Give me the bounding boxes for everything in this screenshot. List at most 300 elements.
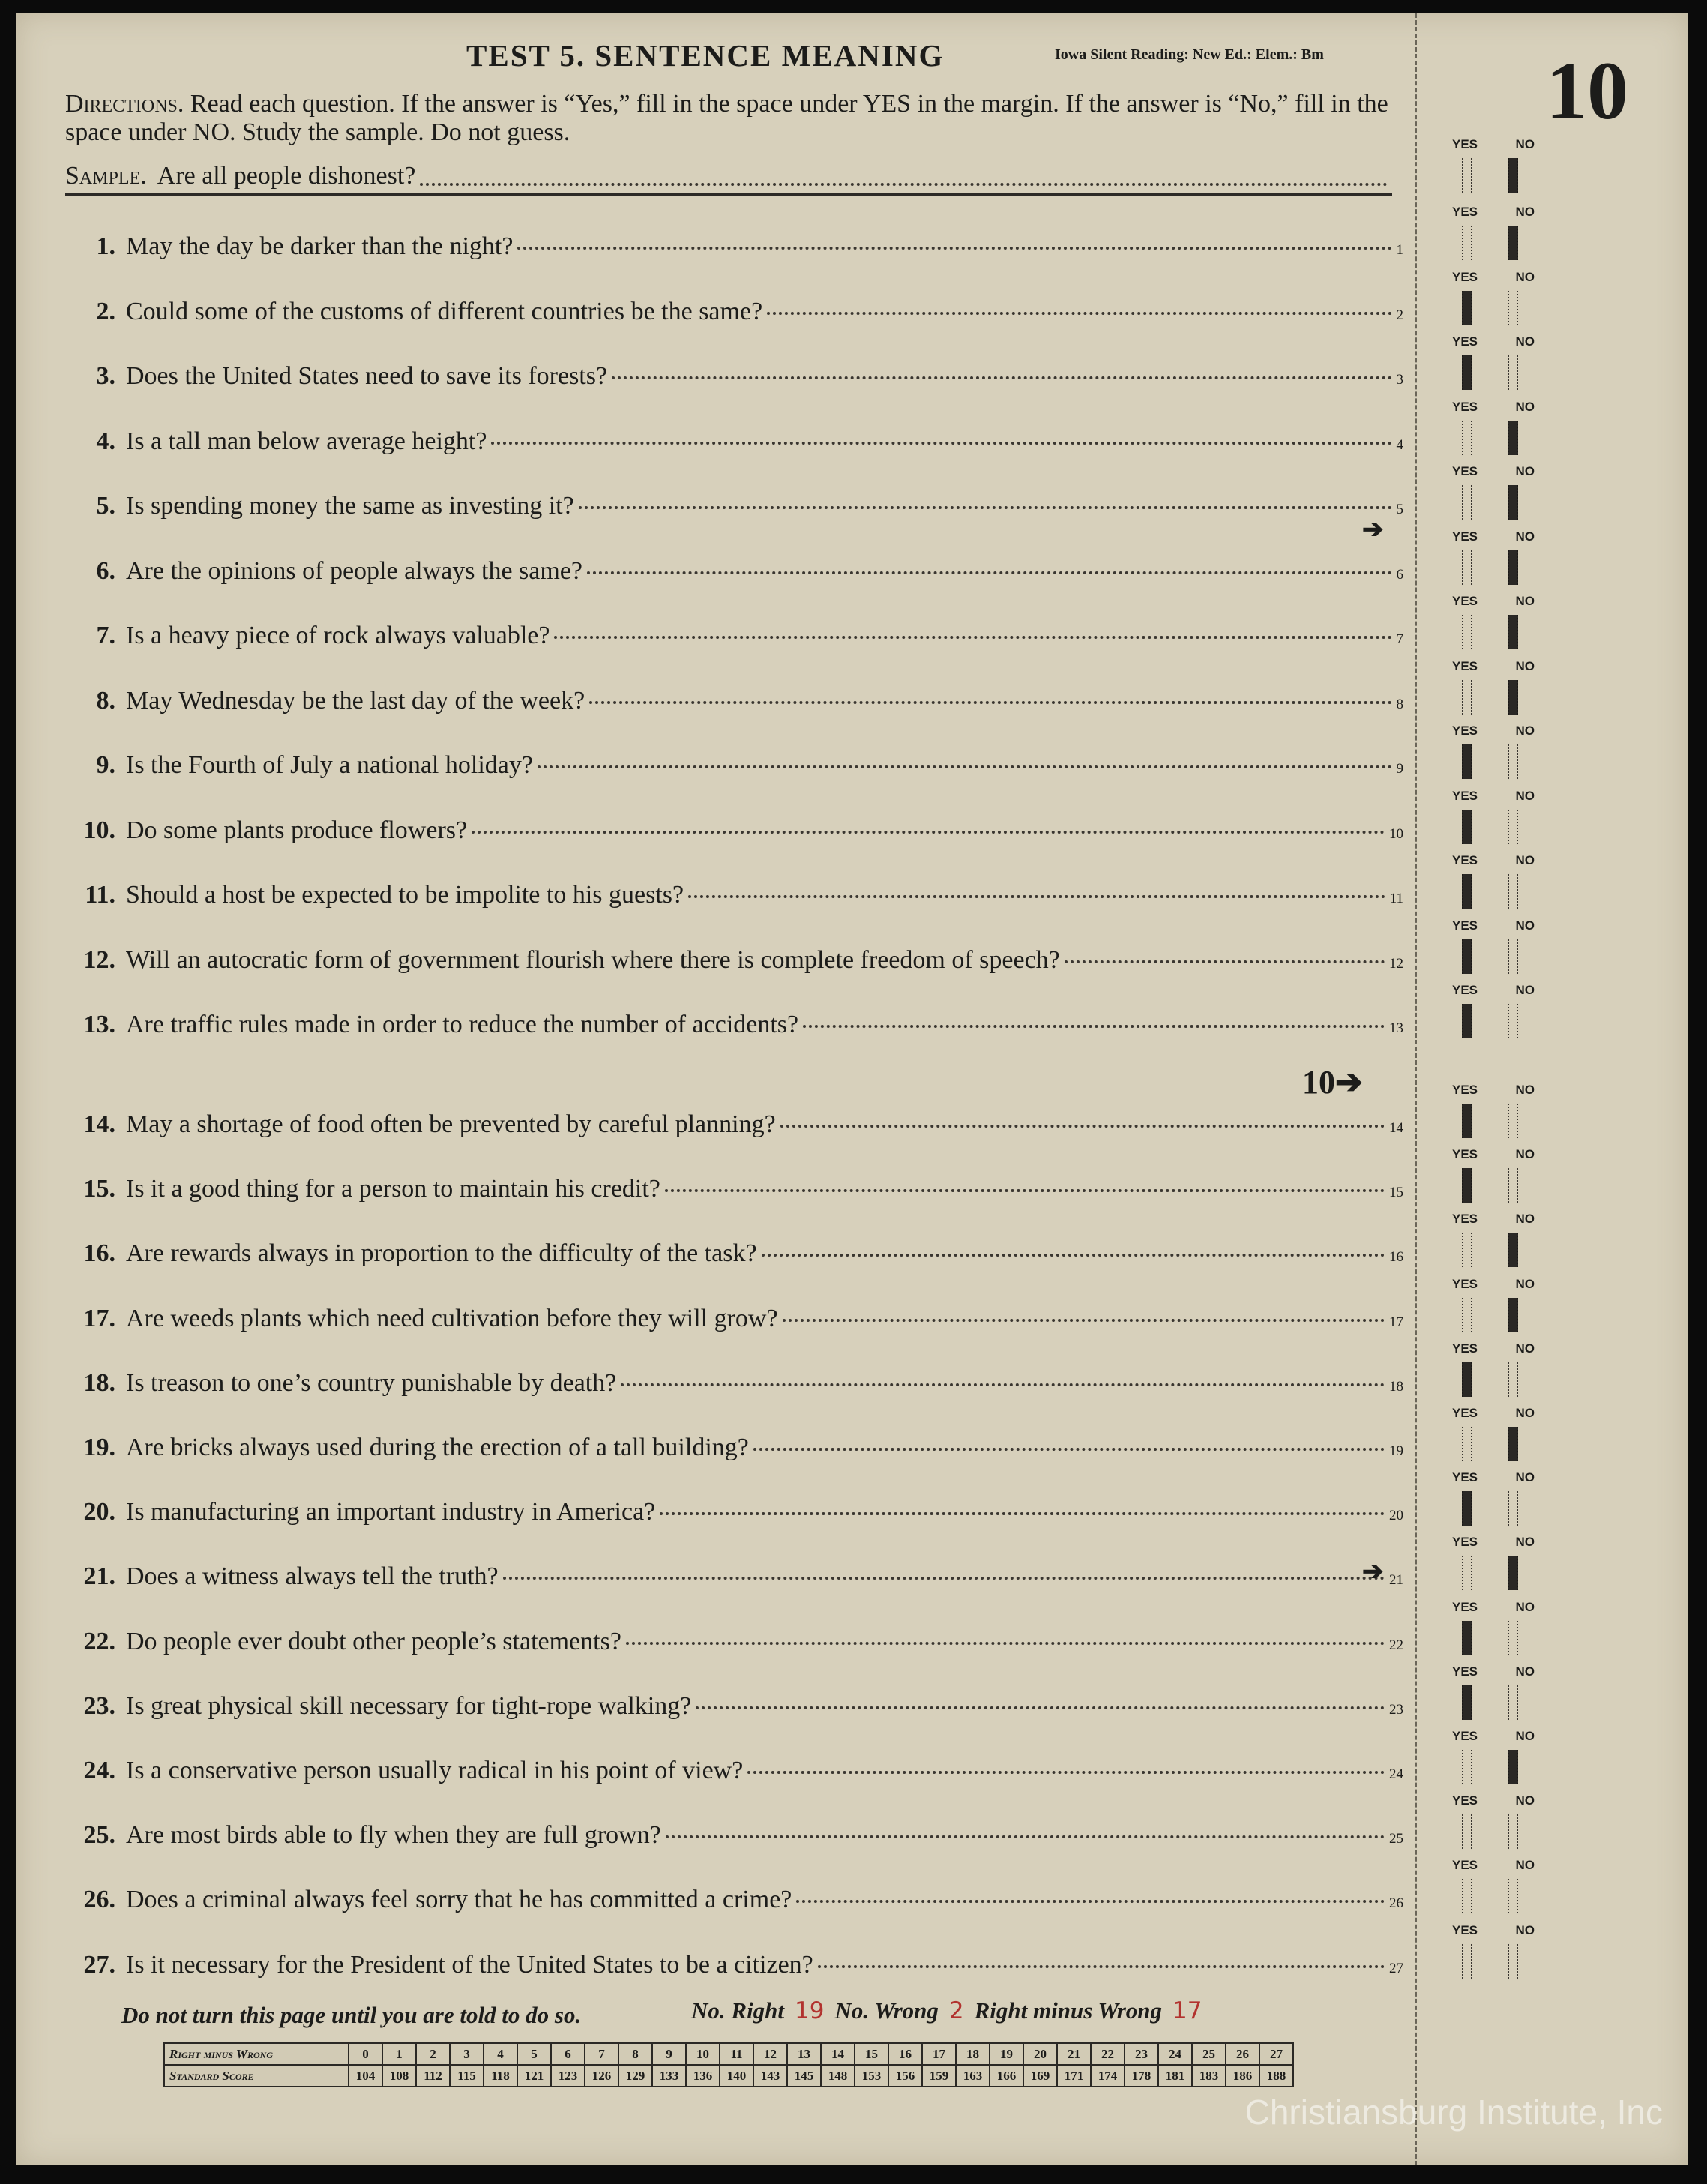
no-bubble[interactable]	[1508, 680, 1518, 715]
no-header: NO	[1515, 399, 1535, 414]
no-header: NO	[1515, 594, 1535, 608]
yes-header: YES	[1452, 399, 1478, 414]
question-text: May the day be darker than the night?	[126, 232, 514, 260]
leader-dots	[554, 636, 1391, 639]
no-bubble[interactable]	[1508, 744, 1518, 779]
norms-cell-rmw: 7	[585, 2043, 618, 2065]
answer-bubbles	[1452, 1550, 1535, 1592]
question-row	[61, 362, 1403, 400]
answer-box	[1452, 1277, 1535, 1338]
answer-headers	[1452, 853, 1535, 868]
leader-dots	[747, 1771, 1385, 1774]
question-number: 24.	[83, 1757, 115, 1784]
question-text: Is the Fourth of July a national holiday?	[126, 751, 533, 779]
yes-header: YES	[1452, 1535, 1478, 1550]
row-number: 20	[1389, 1508, 1403, 1524]
answer-box	[1452, 594, 1535, 655]
yes-bubble[interactable]	[1462, 1750, 1472, 1784]
yes-bubble[interactable]	[1462, 1556, 1472, 1590]
question-text: Do some plants produce flowers?	[126, 816, 468, 844]
no-header: NO	[1515, 1793, 1535, 1808]
yes-header: YES	[1452, 594, 1478, 608]
row-number: 26	[1389, 1895, 1403, 1912]
norms-cell-rmw: 10	[686, 2043, 720, 2065]
question-number: 21.	[83, 1562, 115, 1591]
yes-header: YES	[1452, 1406, 1478, 1420]
leader-dots	[665, 1189, 1385, 1192]
page-marker	[1302, 1063, 1363, 1101]
answer-bubbles	[1452, 1808, 1535, 1850]
no-header: NO	[1515, 1276, 1535, 1291]
question-row	[61, 557, 1403, 595]
row-number: 11	[1389, 891, 1403, 906]
yes-header: YES	[1452, 658, 1478, 673]
question-row	[61, 1239, 1403, 1277]
answer-headers	[1452, 137, 1535, 152]
no-bubble[interactable]	[1508, 1362, 1518, 1397]
yes-header: YES	[1452, 1793, 1478, 1808]
norms-cell-rmw: 12	[753, 2043, 787, 2065]
yes-header: YES	[1452, 1083, 1478, 1097]
answer-headers	[1452, 1729, 1535, 1744]
yes-bubble[interactable]	[1462, 1168, 1472, 1203]
leader-dots	[753, 1448, 1385, 1451]
answer-box	[1452, 853, 1535, 915]
norms-table	[163, 2042, 1294, 2087]
yes-header: YES	[1452, 1599, 1478, 1614]
no-bubble[interactable]	[1508, 1556, 1518, 1590]
no-header: NO	[1515, 853, 1535, 867]
norms-cell-standard: 153	[855, 2065, 888, 2087]
norms-cell-standard: 133	[652, 2065, 686, 2087]
test-page	[16, 13, 1688, 2165]
answer-headers	[1452, 724, 1535, 738]
norms-cell-standard: 140	[720, 2065, 753, 2087]
answer-box	[1452, 400, 1535, 461]
leader-dots	[491, 442, 1391, 445]
no-header: NO	[1515, 658, 1535, 673]
norms-cell-rmw: 22	[1091, 2043, 1125, 2065]
row-number: 17	[1389, 1314, 1403, 1330]
directions-text: Read each question. If the answer is “Yes,” fill in the space under YES in the margin. If the answer is “No,” fill in the space under NO. Study the sample. Do not guess.	[65, 90, 1388, 146]
no-bubble[interactable]	[1508, 421, 1518, 455]
yes-bubble[interactable]	[1462, 1362, 1472, 1397]
row-number: 2	[1396, 307, 1403, 323]
question-row	[61, 492, 1403, 529]
no-header: NO	[1515, 1147, 1535, 1162]
yes-bubble[interactable]	[1462, 1233, 1472, 1267]
question-number: 13.	[83, 1011, 115, 1038]
norms-cell-standard: 171	[1057, 2065, 1091, 2087]
yes-bubble[interactable]	[1462, 1944, 1472, 1979]
answer-bubbles	[1452, 1356, 1535, 1398]
leader-dots	[762, 1254, 1385, 1257]
answer-headers	[1452, 1793, 1535, 1808]
question-number: 15.	[83, 1175, 115, 1203]
row-number: 16	[1389, 1249, 1403, 1266]
yes-bubble[interactable]	[1462, 1427, 1472, 1461]
no-bubble[interactable]	[1508, 158, 1518, 193]
norms-cell-standard: 115	[450, 2065, 484, 2087]
answer-box	[1452, 464, 1535, 526]
norms-cell-rmw: 1	[382, 2043, 416, 2065]
no-header: NO	[1515, 334, 1535, 349]
answer-headers	[1452, 205, 1535, 220]
question-row	[61, 1011, 1403, 1048]
answer-bubbles	[1452, 220, 1535, 262]
yes-bubble[interactable]	[1462, 485, 1472, 520]
answer-box	[1452, 205, 1535, 266]
leader-dots	[767, 312, 1391, 315]
row-number: 18	[1389, 1378, 1403, 1395]
leader-dots	[589, 701, 1391, 704]
answer-box	[1452, 789, 1535, 850]
footer-instruction: Do not turn this page until you are told to do so.	[121, 2002, 582, 2028]
norms-cell-standard: 174	[1091, 2065, 1125, 2087]
arrow-icon: ➔	[1362, 1558, 1384, 1586]
question-number: 25.	[83, 1821, 115, 1850]
norms-cell-rmw: 11	[720, 2043, 753, 2065]
no-bubble[interactable]	[1508, 1621, 1518, 1655]
yes-header: YES	[1452, 1858, 1478, 1873]
no-header: NO	[1515, 1083, 1535, 1097]
yes-bubble[interactable]	[1462, 1491, 1472, 1526]
norms-cell-rmw: 23	[1125, 2043, 1158, 2065]
norms-cell-standard: 126	[585, 2065, 618, 2087]
question-text: Could some of the customs of different countries be the same?	[126, 297, 763, 325]
norms-cell-rmw: 26	[1226, 2043, 1259, 2065]
leader-dots	[472, 831, 1385, 834]
no-bubble[interactable]	[1508, 355, 1518, 390]
question-text: Are traffic rules made in order to reduce the number of accidents?	[126, 1011, 799, 1038]
answer-bubbles	[1452, 1938, 1535, 1980]
yes-bubble[interactable]	[1462, 291, 1472, 325]
yes-bubble[interactable]	[1462, 1685, 1472, 1720]
no-bubble[interactable]	[1508, 1685, 1518, 1720]
answer-bubbles	[1452, 1679, 1535, 1721]
question-text: May Wednesday be the last day of the week?	[126, 686, 585, 715]
answer-bubbles	[1452, 998, 1535, 1040]
question-row	[61, 1692, 1403, 1730]
yes-header: YES	[1452, 918, 1478, 933]
row-number: 23	[1389, 1701, 1403, 1718]
norms-cell-rmw: 2	[416, 2043, 450, 2065]
answer-box	[1452, 1858, 1535, 1919]
question-row	[61, 232, 1403, 270]
answer-bubbles	[1452, 1873, 1535, 1915]
question-number: 1.	[96, 232, 115, 260]
norms-cell-rmw: 27	[1259, 2043, 1293, 2065]
question-row	[61, 1498, 1403, 1535]
yes-bubble[interactable]	[1462, 550, 1472, 585]
yes-bubble[interactable]	[1462, 615, 1472, 649]
leader-dots	[621, 1383, 1385, 1386]
norms-cell-rmw: 21	[1057, 2043, 1091, 2065]
yes-bubble[interactable]	[1462, 680, 1472, 715]
question-number: 7.	[96, 622, 115, 649]
norms-cell-rmw: 17	[922, 2043, 956, 2065]
row-number: 12	[1389, 955, 1403, 972]
norms-cell-standard: 166	[990, 2065, 1023, 2087]
norms-cell-standard: 129	[618, 2065, 652, 2087]
yes-bubble[interactable]	[1462, 158, 1472, 193]
row-number: 4	[1396, 436, 1403, 453]
answer-bubbles	[1452, 1162, 1535, 1204]
answer-headers	[1452, 594, 1535, 609]
no-bubble[interactable]	[1508, 1814, 1518, 1849]
norms-cell-rmw: 19	[990, 2043, 1023, 2065]
yes-bubble[interactable]	[1462, 810, 1472, 844]
yes-header: YES	[1452, 334, 1478, 349]
answer-headers	[1452, 1923, 1535, 1938]
no-bubble[interactable]	[1508, 291, 1518, 325]
answer-headers	[1452, 1212, 1535, 1227]
question-text: Are the opinions of people always the same?	[126, 556, 582, 585]
no-right-value: 19	[795, 1997, 825, 2024]
yes-header: YES	[1452, 1147, 1478, 1162]
no-header: NO	[1515, 1664, 1535, 1679]
question-row	[61, 1757, 1403, 1794]
yes-bubble[interactable]	[1462, 421, 1472, 455]
no-header: NO	[1515, 1922, 1535, 1937]
norms-cell-rmw: 3	[450, 2043, 484, 2065]
question-row	[61, 622, 1403, 659]
row-number: 25	[1389, 1831, 1403, 1847]
question-number: 10.	[83, 816, 115, 844]
answer-box	[1452, 1923, 1535, 1985]
yes-bubble[interactable]	[1462, 1298, 1472, 1332]
answer-headers	[1452, 659, 1535, 674]
yes-header: YES	[1452, 1212, 1478, 1227]
question-text: Does a witness always tell the truth?	[126, 1562, 499, 1591]
norms-row-rmw	[164, 2043, 1293, 2065]
answer-headers	[1452, 1535, 1535, 1550]
question-number: 4.	[96, 427, 115, 455]
no-bubble[interactable]	[1508, 810, 1518, 844]
no-right-label: No. Right	[691, 1997, 785, 2024]
row-number: 7	[1396, 631, 1403, 647]
sample-question	[65, 162, 1392, 196]
question-row	[61, 1110, 1403, 1148]
question-row	[61, 946, 1403, 984]
answer-bubbles	[1452, 479, 1535, 521]
answer-box	[1452, 529, 1535, 591]
yes-bubble[interactable]	[1462, 939, 1472, 974]
answer-box	[1452, 918, 1535, 980]
answer-box	[1452, 659, 1535, 721]
answer-bubbles	[1452, 349, 1535, 391]
no-bubble[interactable]	[1508, 1104, 1518, 1138]
yes-bubble[interactable]	[1462, 744, 1472, 779]
question-text: Is spending money the same as investing it?	[126, 492, 574, 520]
norms-cell-rmw: 24	[1158, 2043, 1192, 2065]
no-bubble[interactable]	[1508, 1944, 1518, 1979]
answer-box	[1452, 1470, 1535, 1532]
row-number: 1	[1396, 242, 1403, 258]
no-bubble[interactable]	[1508, 939, 1518, 974]
answer-bubbles	[1452, 1227, 1535, 1269]
no-bubble[interactable]	[1508, 1750, 1518, 1784]
norms-cell-standard: 183	[1192, 2065, 1226, 2087]
rmw-value: 17	[1172, 1997, 1202, 2024]
yes-bubble[interactable]	[1462, 1104, 1472, 1138]
question-text: Does the United States need to save its forests?	[126, 362, 608, 390]
question-row	[61, 1821, 1403, 1859]
margin-divider	[1415, 13, 1417, 2165]
answer-bubbles	[1452, 1421, 1535, 1463]
no-bubble[interactable]	[1508, 615, 1518, 649]
norms-cell-standard: 163	[956, 2065, 990, 2087]
norms-cell-standard: 145	[787, 2065, 821, 2087]
answer-box	[1452, 270, 1535, 331]
norms-cell-rmw: 0	[349, 2043, 382, 2065]
question-text: Will an autocratic form of government flourish where there is complete freedom of speech?	[126, 945, 1060, 974]
answer-bubbles	[1452, 285, 1535, 327]
yes-bubble[interactable]	[1462, 355, 1472, 390]
no-header: NO	[1515, 529, 1535, 544]
leader-dots	[803, 1025, 1385, 1028]
no-bubble[interactable]	[1508, 1168, 1518, 1203]
question-row	[61, 687, 1403, 724]
row-number: 13	[1389, 1020, 1403, 1036]
leader-dots	[780, 1125, 1385, 1128]
test-number: 10	[1546, 45, 1628, 136]
norms-row-standard	[164, 2065, 1293, 2087]
question-number: 14.	[83, 1110, 115, 1138]
question-text: Are weeds plants which need cultivation before they will grow?	[126, 1304, 778, 1332]
leader-dots	[538, 765, 1392, 768]
answer-bubbles	[1452, 1485, 1535, 1527]
no-bubble[interactable]	[1508, 485, 1518, 520]
leader-dots	[666, 1835, 1385, 1838]
answer-headers	[1452, 464, 1535, 479]
question-row	[61, 1951, 1403, 1988]
yes-header: YES	[1452, 724, 1478, 738]
norms-cell-standard: 143	[753, 2065, 787, 2087]
yes-header: YES	[1452, 1276, 1478, 1291]
row-number: 6	[1396, 566, 1403, 583]
question-number: 8.	[96, 686, 115, 715]
question-row	[61, 1628, 1403, 1665]
norms-cell-standard: 112	[416, 2065, 450, 2087]
no-header: NO	[1515, 918, 1535, 933]
no-bubble[interactable]	[1508, 1004, 1518, 1038]
norms-cell-rmw: 4	[484, 2043, 517, 2065]
no-header: NO	[1515, 1212, 1535, 1227]
yes-header: YES	[1452, 137, 1478, 151]
arrow-icon: ➔	[1335, 1064, 1363, 1101]
question-row	[61, 881, 1403, 918]
no-bubble[interactable]	[1508, 550, 1518, 585]
norms-cell-rmw: 15	[855, 2043, 888, 2065]
question-text: Is great physical skill necessary for tight-rope walking?	[126, 1691, 692, 1720]
no-header: NO	[1515, 1341, 1535, 1356]
question-number: 6.	[96, 556, 115, 585]
leader-dots	[503, 1577, 1385, 1580]
yes-header: YES	[1452, 529, 1478, 544]
norms-cell-standard: 121	[517, 2065, 551, 2087]
no-bubble[interactable]	[1508, 1298, 1518, 1332]
no-header: NO	[1515, 137, 1535, 151]
answer-box	[1452, 1793, 1535, 1855]
answer-box	[1452, 1729, 1535, 1790]
no-bubble[interactable]	[1508, 1491, 1518, 1526]
row-number: 19	[1389, 1443, 1403, 1459]
leader-dots	[796, 1900, 1385, 1903]
yes-bubble[interactable]	[1462, 226, 1472, 260]
question-number: 26.	[83, 1886, 115, 1914]
question-text: Are rewards always in proportion to the difficulty of the task?	[126, 1239, 757, 1268]
question-text: Is a conservative person usually radical in his point of view?	[126, 1757, 744, 1784]
question-row	[61, 1369, 1403, 1407]
yes-bubble[interactable]	[1462, 874, 1472, 909]
no-bubble[interactable]	[1508, 874, 1518, 909]
answer-bubbles	[1452, 738, 1535, 780]
answer-headers	[1452, 270, 1535, 285]
test-source: Iowa Silent Reading: New Ed.: Elem.: Bm	[1055, 46, 1324, 63]
norms-cell-standard: 148	[821, 2065, 855, 2087]
no-bubble[interactable]	[1508, 226, 1518, 260]
answer-headers	[1452, 918, 1535, 933]
question-number: 5.	[96, 492, 115, 520]
answer-bubbles	[1452, 609, 1535, 651]
yes-bubble[interactable]	[1462, 1879, 1472, 1913]
page-marker-number: 10	[1302, 1064, 1335, 1101]
leader-dots	[420, 157, 1388, 186]
yes-bubble[interactable]	[1462, 1814, 1472, 1849]
leader-dots	[612, 376, 1391, 379]
row-number: 21	[1389, 1572, 1403, 1589]
answer-headers	[1452, 400, 1535, 415]
norms-cell-standard: 136	[686, 2065, 720, 2087]
norms-cell-standard: 178	[1125, 2065, 1158, 2087]
no-bubble[interactable]	[1508, 1233, 1518, 1267]
no-bubble[interactable]	[1508, 1879, 1518, 1913]
norms-cell-rmw: 13	[787, 2043, 821, 2065]
question-row	[61, 298, 1403, 335]
norms-cell-standard: 159	[922, 2065, 956, 2087]
norms-row-label: Standard Score	[164, 2065, 349, 2087]
leader-dots	[696, 1706, 1385, 1709]
yes-header: YES	[1452, 269, 1478, 284]
answer-bubbles	[1452, 804, 1535, 846]
question-text: Is treason to one’s country punishable by death?	[126, 1368, 617, 1397]
no-wrong-label: No. Wrong	[834, 1997, 939, 2024]
no-header: NO	[1515, 788, 1535, 803]
question-text: Is manufacturing an important industry in America?	[126, 1498, 656, 1526]
no-bubble[interactable]	[1508, 1427, 1518, 1461]
norms-cell-standard: 188	[1259, 2065, 1293, 2087]
question-row	[61, 1305, 1403, 1342]
answer-bubbles	[1452, 544, 1535, 586]
question-number: 11.	[85, 881, 115, 909]
answer-headers	[1452, 1083, 1535, 1098]
yes-header: YES	[1452, 205, 1478, 219]
answer-box	[1452, 1147, 1535, 1209]
norms-cell-standard: 118	[484, 2065, 517, 2087]
answer-bubbles	[1452, 1615, 1535, 1657]
yes-header: YES	[1452, 1341, 1478, 1356]
question-text: Is a heavy piece of rock always valuable?	[126, 622, 550, 649]
yes-bubble[interactable]	[1462, 1621, 1472, 1655]
answer-box	[1452, 1212, 1535, 1273]
question-text: Is a tall man below average height?	[126, 427, 487, 455]
leader-dots	[579, 506, 1392, 509]
no-header: NO	[1515, 983, 1535, 997]
leader-dots	[783, 1319, 1385, 1322]
no-header: NO	[1515, 724, 1535, 738]
yes-bubble[interactable]	[1462, 1004, 1472, 1038]
